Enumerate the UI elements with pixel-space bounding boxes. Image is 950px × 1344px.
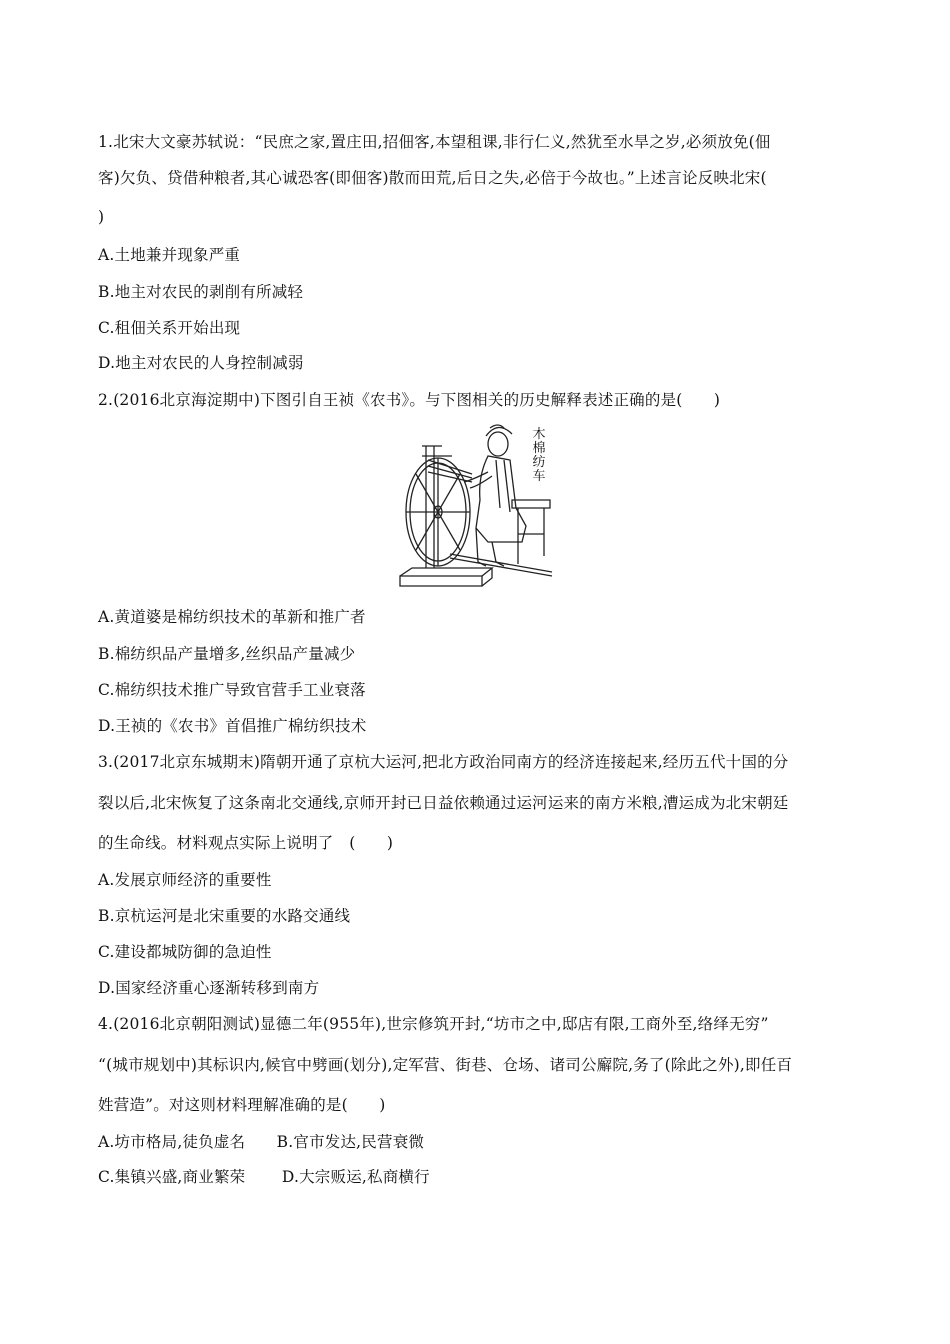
q1-option-a: A.土地兼并现象严重 (98, 246, 241, 264)
q2-option-c: C.棉纺织技术推广导致官营手工业衰落 (98, 681, 366, 699)
q2-stem-line-1: 2.(2016北京海淀期中)下图引自王祯《农书》。与下图相关的历史解释表述正确的是( ) (98, 391, 721, 409)
q1-stem-line-1: 1.北宋大文豪苏轼说：“民庶之家,置庄田,招佃客,本望租课,非行仁义,然犹至水旱之岁,必须放免(佃 (98, 133, 771, 151)
q3-stem-line-1: 3.(2017北京东城期末)隋朝开通了京杭大运河,把北方政治同南方的经济连接起来,经历五代十国的分 (98, 753, 789, 771)
q4-stem-line-1: 4.(2016北京朝阳测试)显德二年(955年),世宗修筑开封,“坊市之中,邸店有限,工商外至,络绎无穷” (98, 1015, 769, 1033)
q3-option-b: B.京杭运河是北宋重要的水路交通线 (98, 907, 351, 925)
q1-option-c: C.租佃关系开始出现 (98, 319, 241, 337)
q3-option-a: A.发展京师经济的重要性 (98, 871, 272, 889)
q4-stem-line-3: 姓营造”。对这则材料理解准确的是( ) (98, 1096, 386, 1114)
figure-caption-char: 棉 (532, 441, 546, 456)
q3-option-d: D.国家经济重心逐渐转移到南方 (98, 979, 320, 997)
q4-options-ab: A.坊市格局,徒负虚名 B.官市发达,民营衰微 (98, 1133, 425, 1151)
q1-option-b: B.地主对农民的剥削有所减轻 (98, 283, 304, 301)
q4-stem-line-2: “(城市规划中)其标识内,候官中劈画(划分),定军营、街巷、仓场、诸司公廨院,务了(除此之外),即任百 (98, 1056, 793, 1074)
figure-caption-char: 木 (532, 427, 546, 442)
q1-option-d: D.地主对农民的人身控制减弱 (98, 354, 304, 372)
figure-caption-char: 纺 (532, 455, 546, 470)
figure-caption-char: 车 (532, 469, 546, 484)
q4-options-cd: C.集镇兴盛,商业繁荣 D.大宗贩运,私商横行 (98, 1168, 430, 1186)
q2-option-b: B.棉纺织品产量增多,丝织品产量减少 (98, 645, 356, 663)
q1-stem-line-2: 客)欠负、贷借种粮者,其心诚恐客(即佃客)散而田荒,后日之失,必倍于今故也。”上述言论反映北宋( (98, 169, 767, 187)
figure-caption (529, 428, 549, 484)
q3-stem-line-3: 的生命线。材料观点实际上说明了 ( ) (98, 834, 394, 852)
q1-stem-line-3: ) (98, 208, 105, 226)
q2-option-a: A.黄道婆是棉纺织技术的革新和推广者 (98, 608, 366, 626)
q3-stem-line-2: 裂以后,北宋恢复了这条南北交通线,京师开封已日益依赖通过运河运来的南方米粮,漕运成为北宋朝廷 (98, 794, 789, 812)
q2-option-d: D.王祯的《农书》首倡推广棉纺织技术 (98, 717, 367, 735)
q3-option-c: C.建设都城防御的急迫性 (98, 943, 272, 961)
